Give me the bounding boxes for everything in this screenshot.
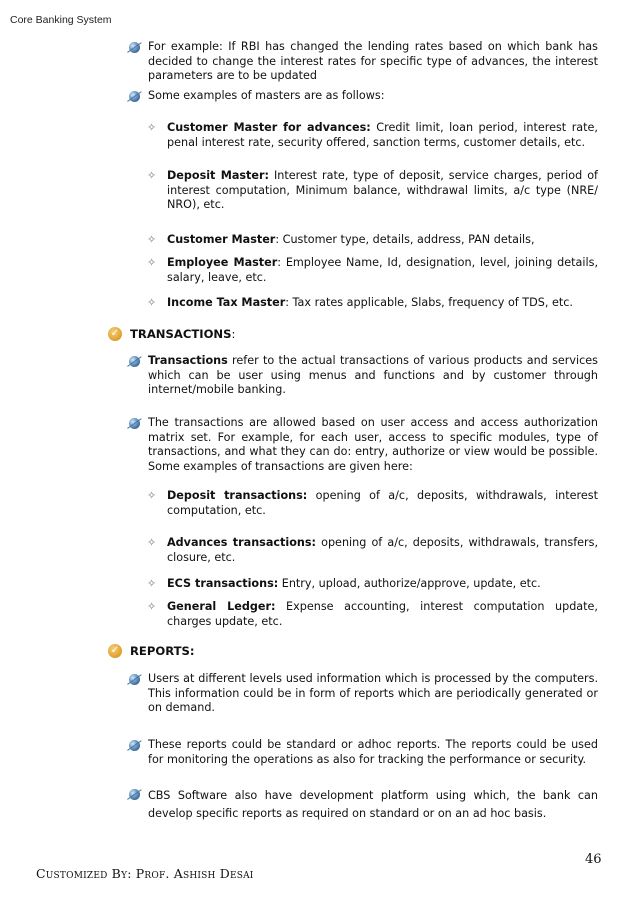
transactions-paragraph: The transactions are allowed based on user access and access authorization matrix set. For example, for each user, access to specific modules, type of transactions, and what they can do: entry, authorize or view would be possible. Some examples of transactions are given here:: [148, 416, 598, 473]
footer-credit: Customized By: Prof. Ashish Desai: [36, 866, 254, 881]
item-label: Customer Master: [167, 233, 276, 246]
section-heading-reports: [108, 643, 598, 659]
lightbulb-bullet-icon: ✧: [147, 577, 157, 590]
lightbulb-bullet-icon: ✧: [147, 536, 157, 549]
check-circle-icon: ✓: [108, 643, 130, 659]
running-header: Core Banking System: [10, 14, 112, 26]
list-item: [147, 536, 598, 565]
list-item: [128, 787, 598, 823]
list-item: [147, 233, 598, 248]
lightbulb-bullet-icon: ✧: [147, 489, 157, 502]
check-circle-icon: ✓: [108, 326, 130, 342]
item-text: Entry, upload, authorize/approve, update, etc.: [278, 577, 541, 590]
intro-paragraph: For example: If RBI has changed the lending rates based on which bank has decided to change the interest rates for specific type of advances, the interest parameters are to be updated: [148, 40, 598, 83]
item-text: opening of a/c, deposits, withdrawals, transfers, closure, etc.: [167, 536, 599, 564]
list-item: [128, 89, 598, 104]
item-label: Income Tax Master: [167, 296, 286, 309]
item-label: General Ledger:: [167, 600, 276, 613]
item-label: Employee Master: [167, 256, 278, 269]
item-label: Deposit Master:: [167, 169, 269, 182]
lightbulb-bullet-icon: ✧: [147, 296, 157, 309]
lightbulb-bullet-icon: ✧: [147, 600, 157, 613]
list-item: [147, 577, 598, 592]
item-text: Expense accounting, interest computation update, charges update, etc.: [167, 600, 598, 628]
item-text: opening of a/c, deposits, withdrawals, interest computation, etc.: [167, 489, 598, 517]
globe-bullet-icon: [128, 40, 148, 54]
globe-bullet-icon: [128, 416, 148, 430]
lightbulb-bullet-icon: ✧: [147, 233, 157, 246]
lightbulb-bullet-icon: ✧: [147, 169, 157, 182]
globe-bullet-icon: [128, 354, 148, 368]
list-item: [147, 600, 598, 629]
item-text: : Customer type, details, address, PAN details,: [275, 233, 535, 246]
list-item: [147, 256, 598, 285]
section-title-suffix: :: [231, 327, 236, 341]
reports-paragraph: These reports could be standard or adhoc reports. The reports could be used for monitoring the operations as also for tracking the performance or security.: [148, 738, 598, 766]
page-number: 46: [585, 852, 602, 867]
globe-bullet-icon: [128, 787, 148, 801]
lightbulb-bullet-icon: ✧: [147, 121, 157, 134]
reports-paragraph: CBS Software also have development platform using which, the bank can develop specific reports as required on standard or on an ad hoc basis.: [148, 789, 598, 820]
reports-paragraph: Users at different levels used information which is processed by the computers. This information could be in form of reports which are periodically generated or on demand.: [148, 672, 598, 715]
list-item: [128, 354, 598, 398]
section-title: TRANSACTIONS: [130, 327, 232, 341]
item-text: : Tax rates applicable, Slabs, frequency of TDS, etc.: [285, 296, 573, 309]
intro-paragraph: Some examples of masters are as follows:: [148, 89, 385, 102]
list-item: [128, 416, 598, 474]
list-item: [147, 169, 598, 213]
item-text: Interest rate, type of deposit, service charges, period of interest computation, Minimum balance, withdrawal limits, a/c type (NRE/ NRO), etc.: [167, 169, 598, 212]
item-label: ECS transactions:: [167, 577, 279, 590]
item-text: Credit limit, loan period, interest rate, penal interest rate, security offered, sanction terms, customer details, etc.: [167, 121, 598, 149]
list-item: [147, 296, 598, 311]
item-label: Advances transactions:: [167, 536, 316, 549]
list-item: [128, 738, 598, 767]
item-label: Deposit transactions:: [167, 489, 308, 502]
item-text: refer to the actual transactions of various products and services which can be user using menus and functions and by customer through internet/mobile banking.: [148, 354, 598, 397]
list-item: [147, 121, 598, 150]
list-item: [128, 40, 598, 84]
globe-bullet-icon: [128, 672, 148, 686]
list-item: [128, 672, 598, 716]
section-title: REPORTS:: [130, 644, 195, 658]
item-label: Transactions: [148, 354, 228, 367]
lightbulb-bullet-icon: ✧: [147, 256, 157, 269]
globe-bullet-icon: [128, 89, 148, 103]
globe-bullet-icon: [128, 738, 148, 752]
item-label: Customer Master for advances:: [167, 121, 371, 134]
section-heading-transactions: [108, 326, 598, 342]
list-item: [147, 489, 598, 518]
item-text: : Employee Name, Id, designation, level, joining details, salary, leave, etc.: [167, 256, 598, 284]
